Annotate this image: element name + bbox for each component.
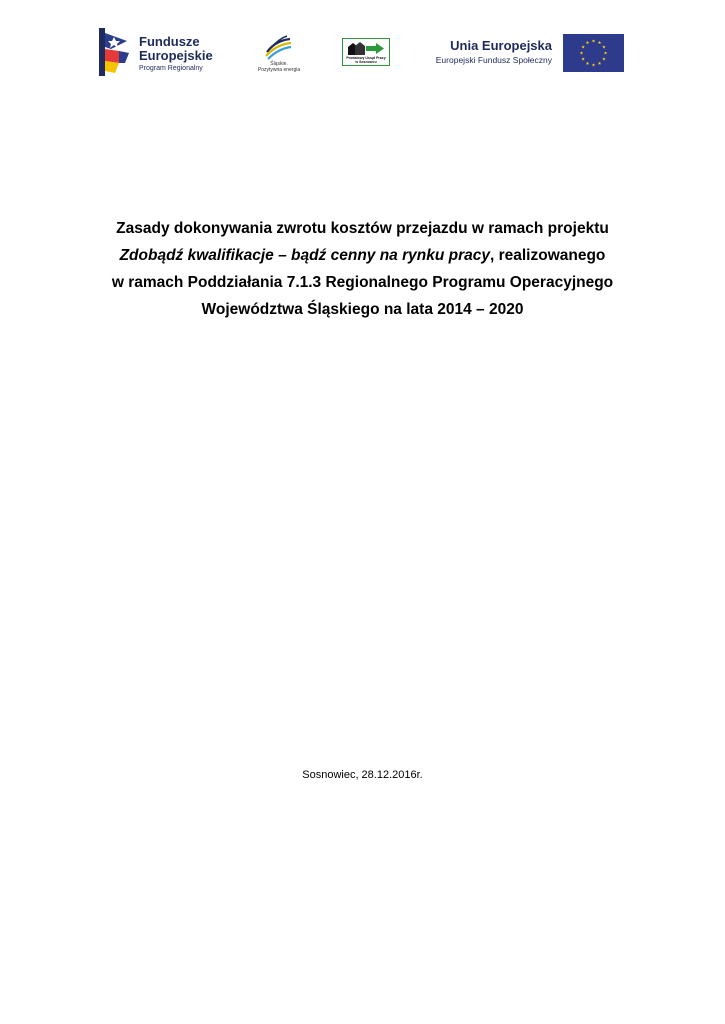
- document-title: [60, 215, 665, 323]
- pup-line1: Powiatowy Urząd Pracy: [346, 56, 386, 60]
- title-line-2-rest: , realizowanego: [489, 247, 606, 264]
- fundusze-europejskie-text: [139, 35, 234, 72]
- fe-logo-line2: Europejskie: [139, 48, 213, 63]
- title-line-4: Województwa Śląskiego na lata 2014 – 2020: [201, 301, 524, 318]
- slaskie-line2: Pozytywna energia: [257, 67, 301, 73]
- title-line-2: [60, 242, 665, 269]
- slaskie-wave-icon: [263, 34, 293, 60]
- fundusze-europejskie-mark-icon: [97, 27, 131, 77]
- pup-building-arrow-icon: [346, 41, 386, 56]
- fe-logo-line1: Fundusze: [139, 34, 200, 49]
- pup-line2: w Sosnowcu: [355, 60, 377, 64]
- eu-flag-icon: [563, 34, 624, 72]
- slaskie-logo: [251, 34, 307, 78]
- slaskie-text: [251, 61, 307, 73]
- pup-sosnowiec-logo: [342, 38, 390, 66]
- title-line-1: Zasady dokonywania zwrotu kosztów przejazdu w ramach projektu: [116, 220, 609, 237]
- title-line-3: w ramach Poddziałania 7.1.3 Regionalnego Programu Operacyjnego: [111, 274, 614, 291]
- fundusze-europejskie-logo: [97, 27, 227, 79]
- project-name: Zdobądź kwalifikacje – bądź cenny na rynku pracy: [119, 247, 490, 264]
- header-logos: [0, 0, 725, 90]
- unia-europejska-text: [420, 38, 552, 66]
- place-date: Sosnowiec, 28.12.2016r.: [302, 769, 423, 781]
- ue-subtitle: Europejski Fundusz Społeczny: [435, 55, 552, 65]
- slaskie-line1: Śląskie.: [270, 61, 288, 67]
- pup-text: [344, 56, 388, 64]
- ue-title: Unia Europejska: [450, 38, 552, 53]
- fe-logo-subtitle: Program Regionalny: [139, 65, 203, 72]
